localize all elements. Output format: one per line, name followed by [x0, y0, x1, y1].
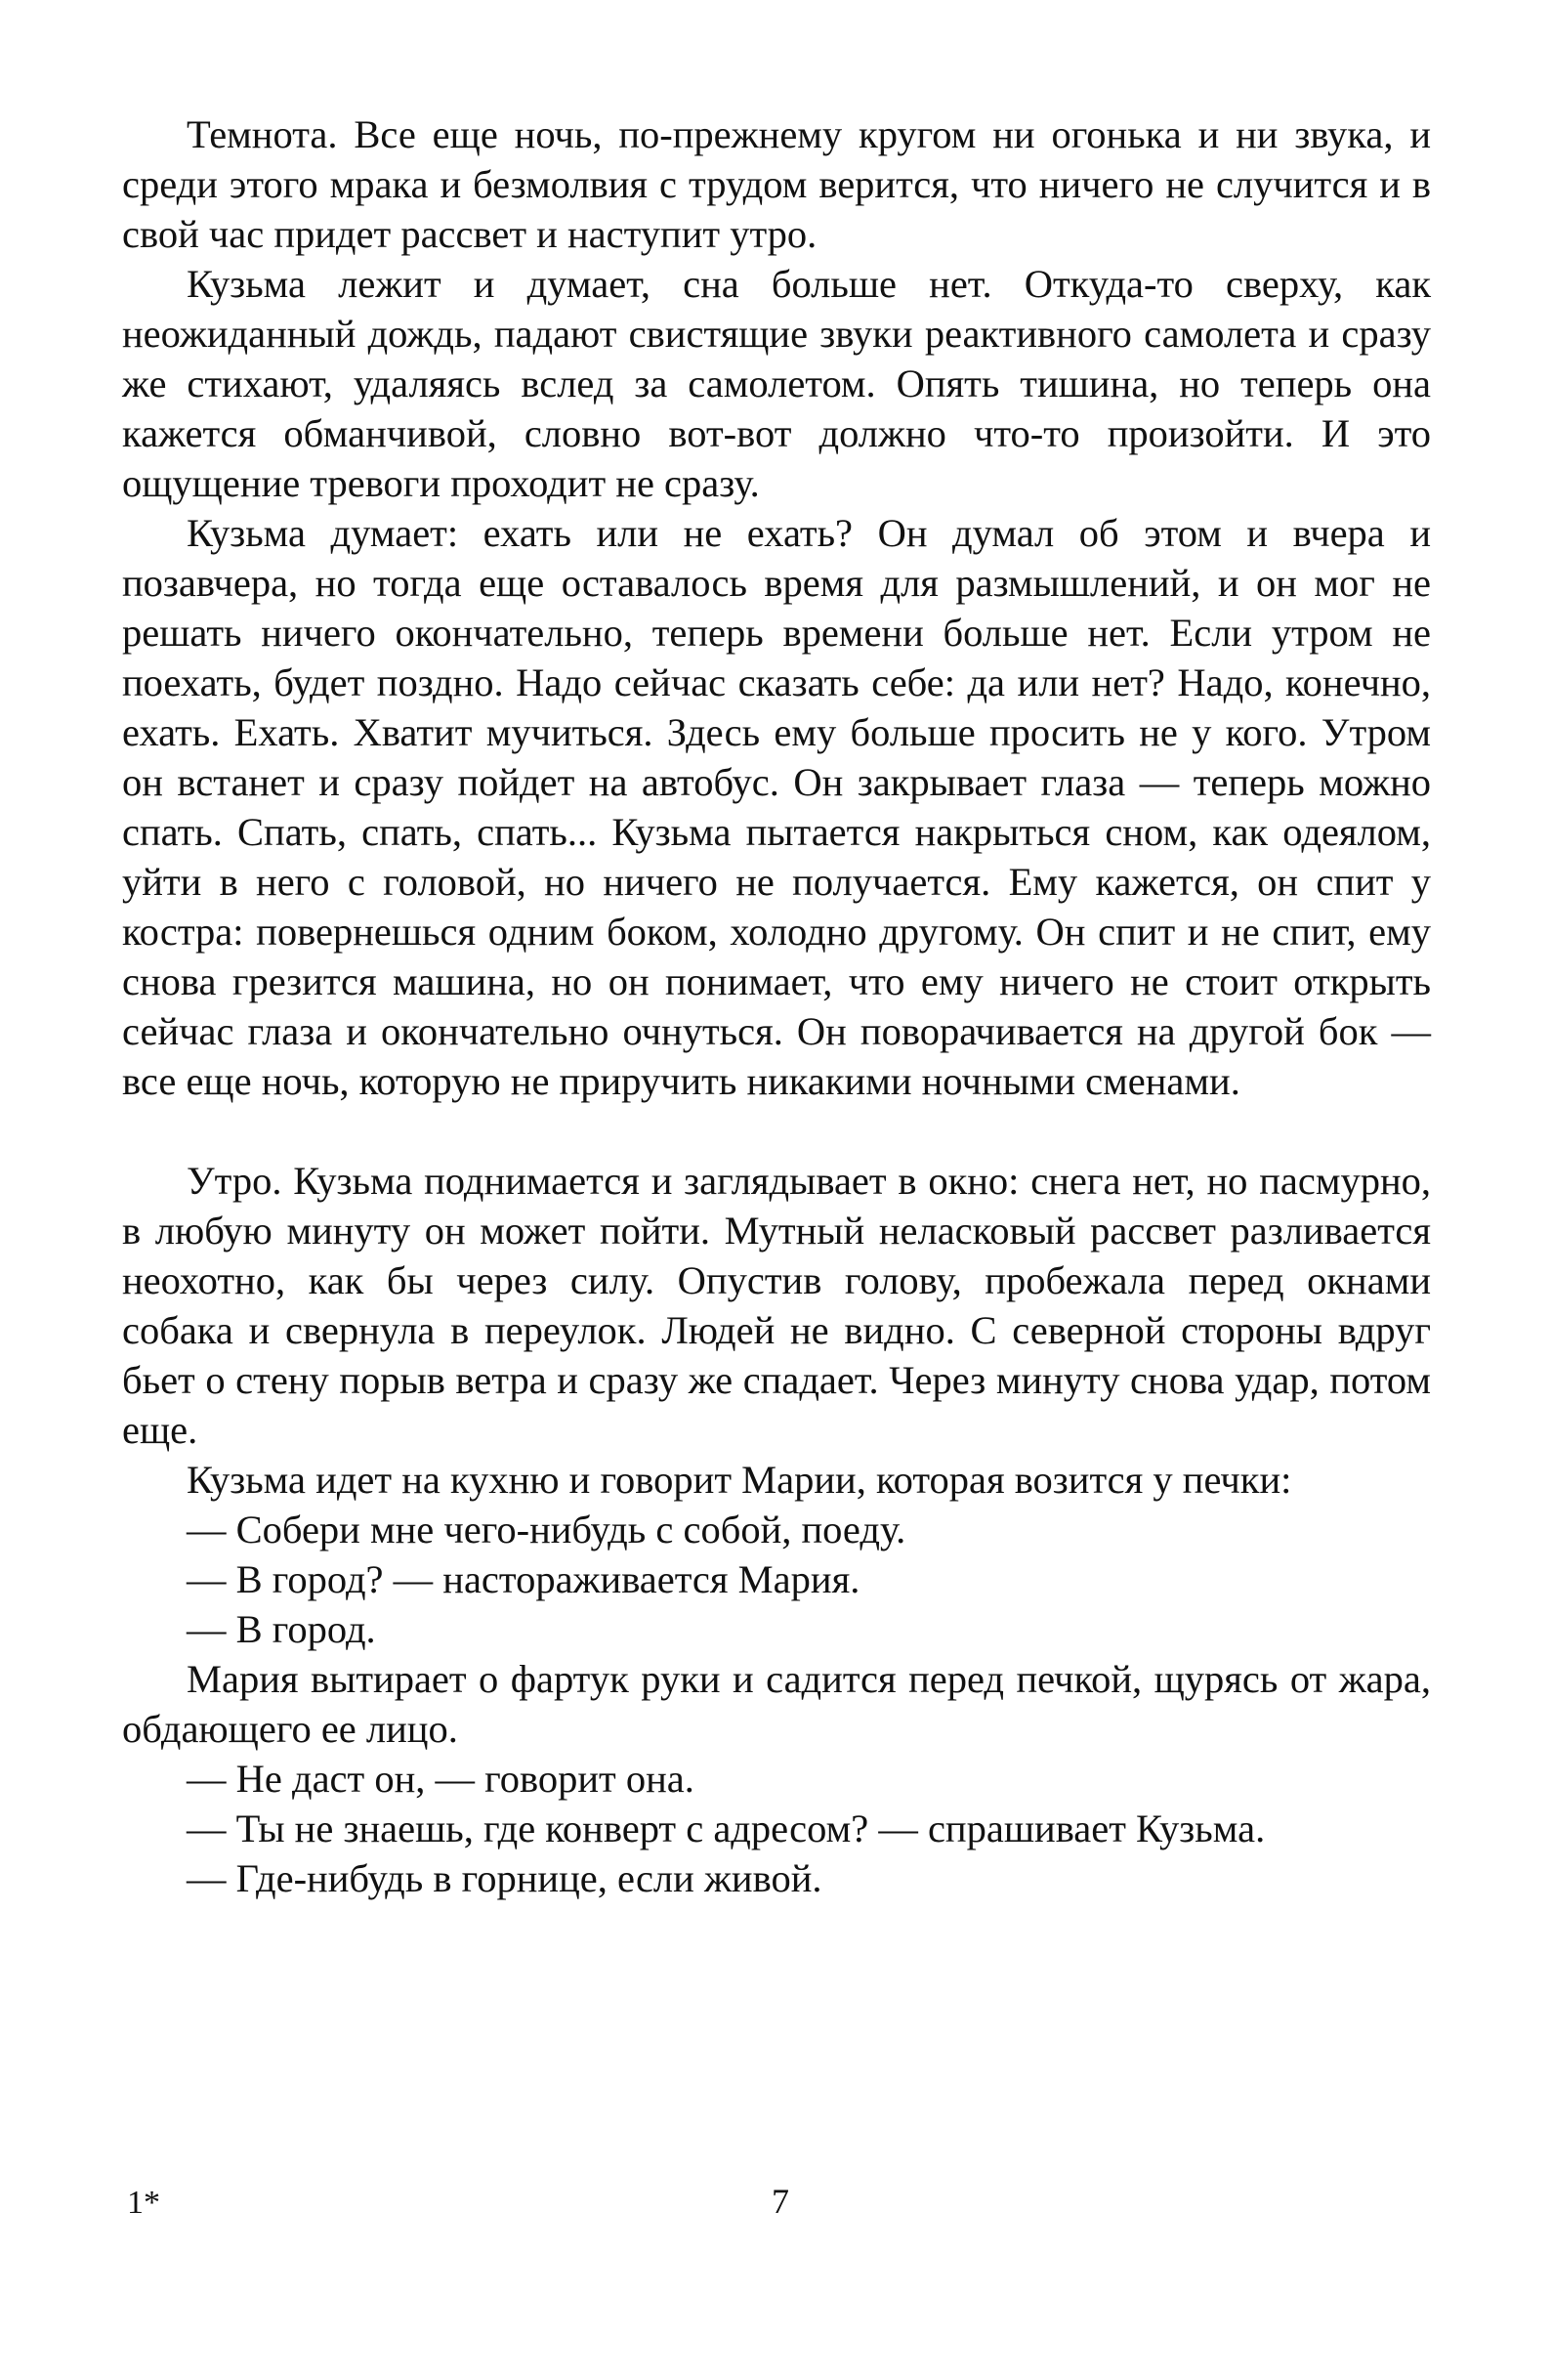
paragraph-3: Кузьма думает: ехать или не ехать? Он думал об этом и вчера и позавчера, но тогда еще оставалось время для размышлений, и он мог не решать ничего окончательно, теперь времени больше нет. Если утром не поехать, будет поздно. Надо сейчас сказать себе: да или нет? Надо, конечно, ехать. Ехать. Хватит мучиться. Здесь ему больше просить не у кого. Утром он встанет и сразу пойдет на автобус. Он закрывает глаза — теперь можно спать. Спать, спать, спать... Кузьма пытается накрыться сном, как одеялом, уйти в него с головой, но ничего не получается. Ему кажется, он спит у костра: повернешься одним боком, холодно другому. Он спит и не спит, ему снова грезится машина, но он понимает, что ему ничего не стоит открыть сейчас глаза и окончательно очнуться. Он поворачивается на другой бок — все еще ночь, которую не приручить никакими ночными сменами.: [122, 511, 1431, 1103]
page-body: [122, 109, 1431, 1903]
dialogue-line-4: — Не даст он, — говорит она.: [187, 1757, 694, 1801]
paragraph-4: Утро. Кузьма поднимается и заглядывает в окно: снега нет, но пасмурно, в любую минуту он может пойти. Мутный неласковый рассвет разливается неохотно, как бы через силу. Опустив голову, пробежала перед окнами собака и свернула в переулок. Людей не видно. С северной стороны вдруг бьет о стену порыв ветра и сразу же спадает. Через минуту снова удар, потом еще.: [122, 1159, 1431, 1452]
dialogue-line-6: — Где-нибудь в горнице, если живой.: [187, 1856, 822, 1900]
paragraph-2: Кузьма лежит и думает, сна больше нет. Откуда-то сверху, как неожиданный дождь, падают свистящие звуки реактивного самолета и сразу же стихают, удаляясь вслед за самолетом. Опять тишина, но теперь она кажется обманчивой, словно вот-вот должно что-то произойти. И это ощущение тревоги проходит не сразу.: [122, 262, 1431, 505]
paragraph-6: Мария вытирает о фартук руки и садится перед печкой, щурясь от жара, обдающего ее лицо.: [122, 1657, 1431, 1751]
paragraph-5: Кузьма идет на кухню и говорит Марии, которая возится у печки:: [187, 1458, 1292, 1502]
dialogue-line-2: — В город? — настораживается Мария.: [187, 1557, 860, 1601]
dialogue-line-5: — Ты не знаешь, где конверт с адресом? — спрашивает Кузьма.: [187, 1806, 1266, 1850]
page-number: 7: [772, 2182, 789, 2221]
signature-mark: 1*: [127, 2185, 160, 2221]
dialogue-line-1: — Собери мне чего-нибудь с собой, поеду.: [187, 1508, 906, 1551]
paragraph-1: Темнота. Все еще ночь, по-прежнему кругом ни огонька и ни звука, и среди этого мрака и безмолвия с трудом верится, что ничего не случится и в свой час придет рассвет и наступит утро.: [122, 112, 1431, 256]
dialogue-line-3: — В город.: [187, 1607, 376, 1651]
